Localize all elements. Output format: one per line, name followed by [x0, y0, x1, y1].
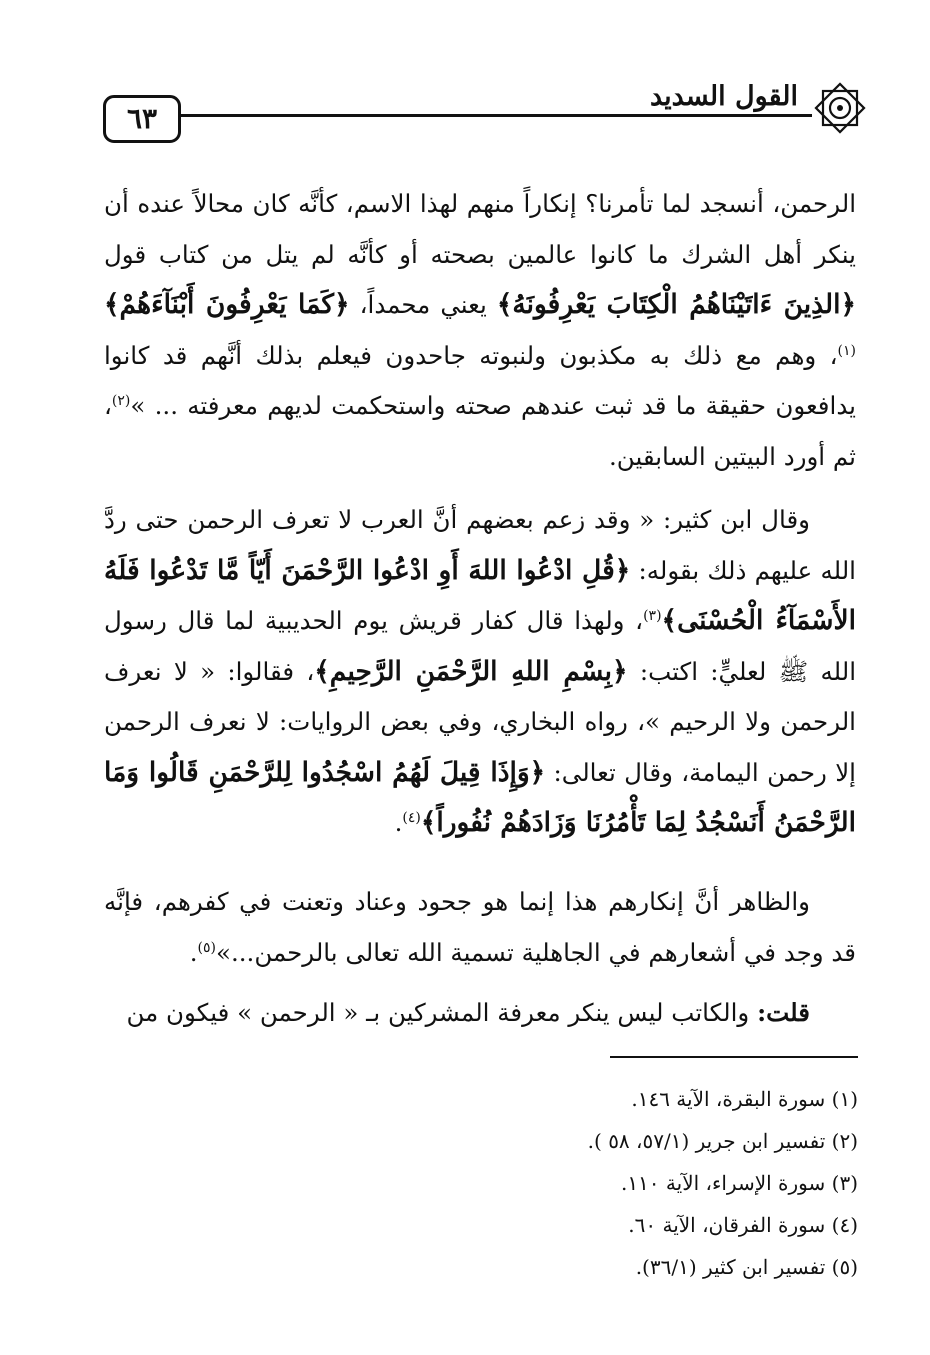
footnote-3: (٣) سورة الإسراء، الآية ١١٠.	[620, 1171, 858, 1195]
footnote-separator	[610, 1056, 858, 1058]
running-title: القول السديد	[646, 80, 802, 114]
quran-verse: ﴿بِسْمِ اللهِ الرَّحْمَنِ الرَّحِيمِ﴾	[314, 655, 628, 687]
footnote-2: (٢) تفسير ابن جرير (٥٧/١، ٥٨ ).	[587, 1129, 858, 1153]
paragraph-1	[104, 179, 856, 482]
paragraph-text: ، وهم مع ذلك به مكذبون ولنبوته جاحدون فيعلم بذلك أنَّهم قد كانوا يدافعون حقيقة ما قد ثبت عندهم صحته واستحكمت لديهم معرفته ... »	[104, 340, 856, 420]
quran-verse: ﴿وَإِذَا قِيلَ لَهُمُ اسْجُدُوا لِلرَّحْمَنِ قَالُوا وَمَا الرَّحْمَنُ أَنَسْجُدُ لِمَا تَأْمُرُنَا وَزَادَهُمْ نُفُوراً﴾	[104, 756, 856, 838]
page-number	[103, 95, 181, 143]
paragraph-text: وقال ابن كثير: « وقد زعم بعضهم أنَّ العرب لا تعرف الرحمن حتى ردَّ الله عليهم ذلك بقوله:	[104, 505, 856, 585]
paragraph-text: ، ثم أورد البيتين السابقين.	[104, 391, 856, 471]
paragraph-3	[104, 877, 856, 978]
footnote-ref-3[interactable]: (٣)	[643, 607, 662, 624]
paragraph-2	[104, 495, 856, 849]
header-rule	[172, 114, 812, 117]
paragraph-text: والظاهر أنَّ إنكارهم هذا إنما هو جحود وعناد وتعنت في كفرهم، فإنَّه قد وجد في أشعارهم في الجاهلية تسمية الله تعالى بالرحمن...»	[104, 887, 856, 967]
footnote-5: (٥) تفسير ابن كثير (٣٦/١).	[635, 1255, 858, 1279]
footnote-ref-2[interactable]: (٢)	[111, 392, 131, 409]
footnotes-list	[588, 1078, 858, 1288]
quran-verse: ﴿قُلِ ادْعُوا اللهَ أَوِ ادْعُوا الرَّحْمَنَ أَيّاً مَّا تَدْعُوا فَلَهُ الأَسْمَآءُ الْحُسْنَى﴾	[104, 554, 856, 636]
star-ornament-icon	[810, 78, 870, 138]
footnote-1: (١) سورة البقرة، الآية ١٤٦.	[631, 1087, 858, 1111]
paragraph-4	[104, 988, 856, 1039]
footnote-ref-5[interactable]: (٥)	[197, 939, 216, 956]
paragraph-text: ، فقالوا: « لا نعرف الرحمن ولا الرحيم »، رواه البخاري، وفي بعض الروايات: لا نعرف الرحمن إلا رحمن اليمامة، وقال تعالى:	[104, 656, 856, 787]
footnote-4: (٤) سورة الفرقان، الآية ٦٠.	[628, 1213, 858, 1237]
paragraph-text: .	[394, 808, 403, 837]
paragraph-lead: قلت:	[757, 998, 810, 1027]
footnote-ref-4[interactable]: (٤)	[402, 809, 421, 826]
paragraph-text: والكاتب ليس ينكر معرفة المشركين بـ « الرحمن » فيكون من	[126, 998, 758, 1027]
quran-verse: ﴿كَمَا يَعْرِفُونَ أَبْنَآءَهُمْ﴾	[104, 289, 350, 320]
footnote-ref-1[interactable]: (١)	[837, 342, 856, 359]
paragraph-text: يعني محمداً،	[349, 290, 497, 319]
paragraph-text: .	[189, 937, 198, 967]
page-number-text: ٦٣	[126, 102, 158, 135]
paragraph-text: ، ولهذا قال كفار قريش يوم الحديبية لما قال رسول الله ﷺ لعليٍّ: اكتب:	[104, 606, 857, 686]
quran-verse: ﴿الذِينَ ءَاتَيْنَاهُمُ الْكِتَابَ يَعْرِفُونَهُ﴾	[496, 289, 856, 320]
paragraph-text: الرحمن، أنسجد لما تأمرنا؟ إنكاراً منهم لهذا الاسم، كأنَّه كان محالاً عنده أن ينكر أهل الشرك ما كانوا عالمين بصحته أو كأنَّه لم يتل من كتاب قول	[104, 189, 856, 269]
